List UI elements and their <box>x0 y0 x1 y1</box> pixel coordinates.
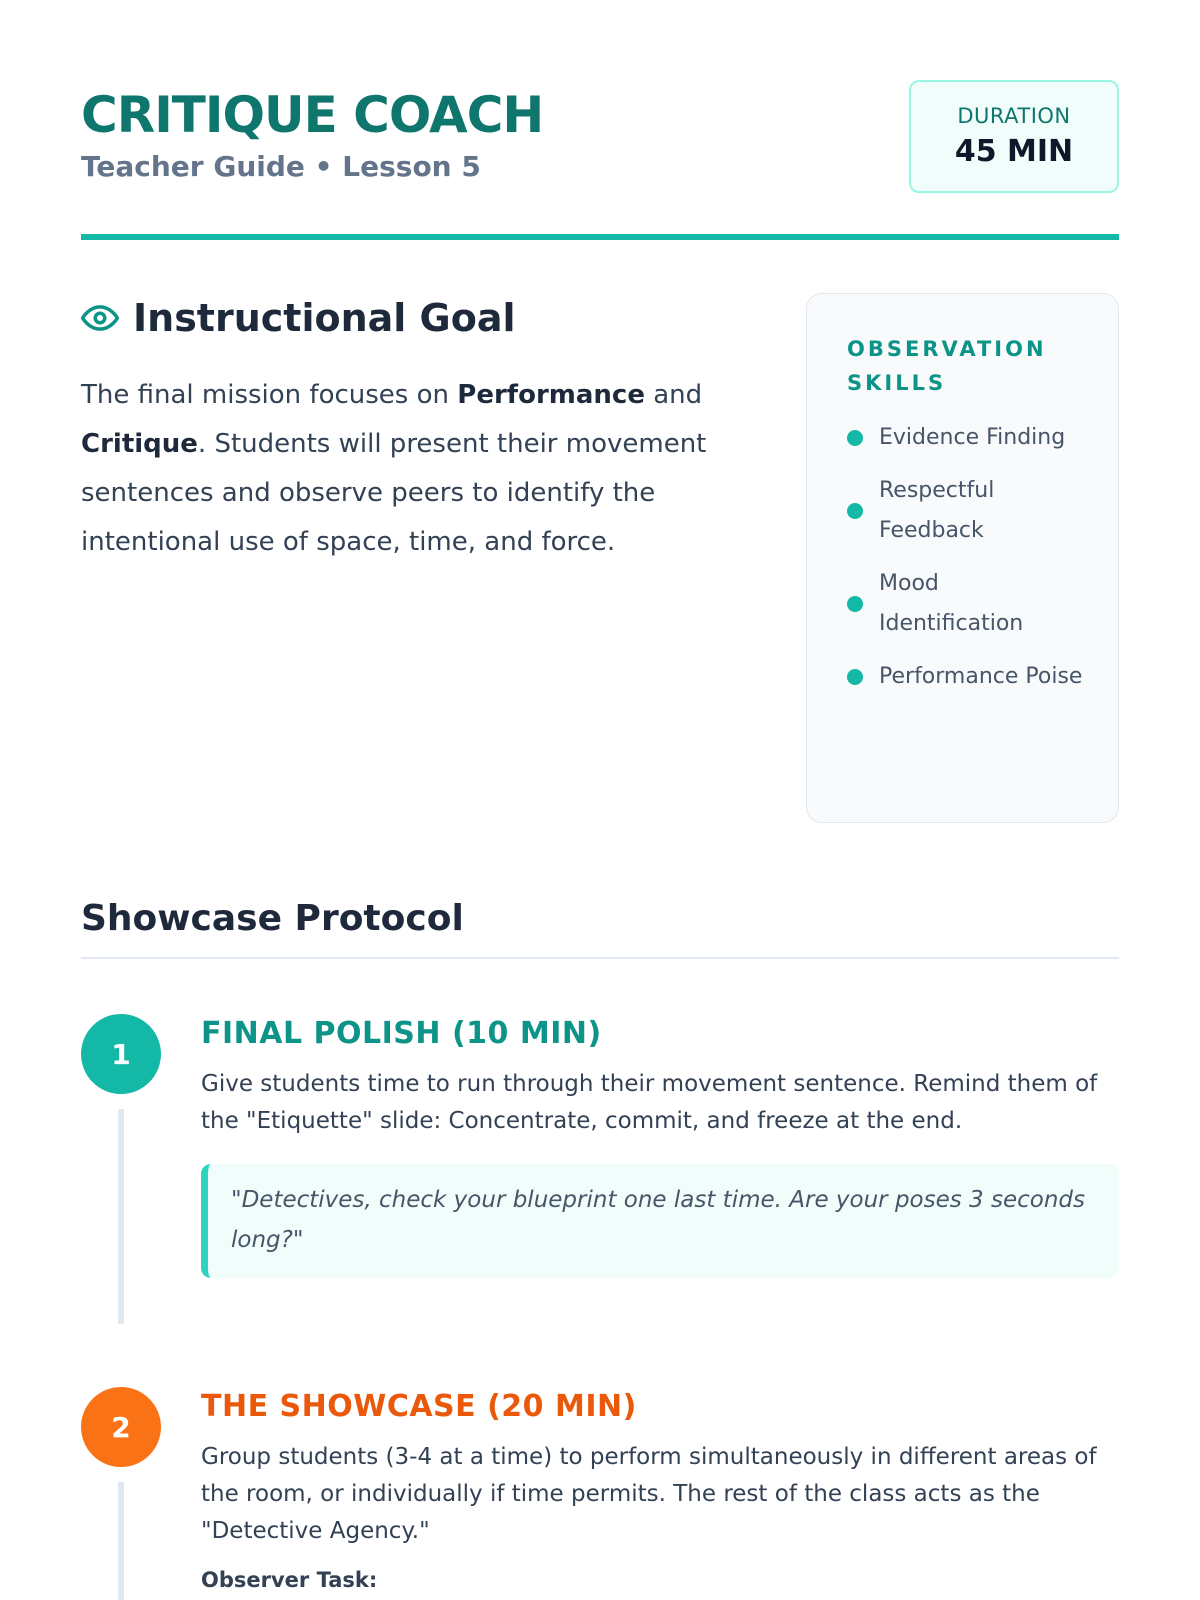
skill-item <box>847 657 1088 697</box>
step-description: Group students (3-4 at a time) to perform simultaneously in different areas of the room, or individually if time permits. The rest of the class acts as the "Detective Agency." <box>201 1444 1097 1544</box>
duration-label: DURATION <box>957 104 1071 128</box>
protocol-title: Showcase Protocol <box>81 898 1119 959</box>
bullet-dot-icon <box>847 596 863 612</box>
step-description: Give students time to run through their movement sentence. Remind them of the "Etiquette" slide: Concentrate, commit, and freeze at the end. <box>201 1071 1098 1134</box>
step-title: FINAL POLISH (10 MIN) <box>201 1016 602 1051</box>
skill-item <box>847 471 1088 551</box>
skill-item <box>847 418 1088 458</box>
goal-main <box>81 293 721 823</box>
step-number-badge: 1 <box>81 1014 161 1094</box>
duration-value: 45 MIN <box>954 134 1074 169</box>
skills-title: OBSERVATION SKILLS <box>847 337 1047 395</box>
page-title: CRITIQUE COACH <box>81 86 544 144</box>
skill-item <box>847 564 1088 644</box>
goal-section <box>81 293 1119 823</box>
skill-label: Respectful Feedback <box>879 478 995 543</box>
step-title: THE SHOWCASE (20 MIN) <box>201 1389 637 1424</box>
skill-label: Performance Poise <box>879 664 1083 689</box>
goal-text-part: and <box>644 380 703 410</box>
observation-skills-card <box>806 293 1119 823</box>
skill-label: Evidence Finding <box>879 425 1066 450</box>
protocol-step-2 <box>81 1387 1119 1592</box>
bullet-dot-icon <box>847 669 863 685</box>
goal-heading <box>81 293 721 343</box>
observer-task-label: Observer Task: <box>201 1568 378 1592</box>
duration-badge <box>909 80 1119 193</box>
teacher-quote: "Detectives, check your blueprint one last time. Are your poses 3 seconds long?" <box>201 1164 1119 1278</box>
skills-list <box>847 418 1088 697</box>
eye-icon <box>81 299 119 337</box>
timeline-line <box>118 1482 124 1600</box>
goal-heading-text: Instructional Goal <box>133 296 516 340</box>
goal-text-part: . Students will present their movement sentences and observe peers to identify the intentional use of space, time, and force. <box>81 429 707 557</box>
bullet-dot-icon <box>847 430 863 446</box>
timeline-line <box>118 1109 124 1324</box>
skill-label: Mood Identification <box>879 571 1024 636</box>
page-subtitle: Teacher Guide • Lesson 5 <box>81 150 481 183</box>
step-number-badge: 2 <box>81 1387 161 1467</box>
page-header <box>81 80 1119 240</box>
goal-emphasis-performance: Performance <box>457 380 645 410</box>
bullet-dot-icon <box>847 503 863 519</box>
goal-emphasis-critique: Critique <box>81 429 198 459</box>
protocol-step-1 <box>81 1014 1119 1374</box>
goal-text-part: The final mission focuses on <box>81 380 458 410</box>
goal-description <box>81 371 721 567</box>
title-block <box>81 80 543 183</box>
